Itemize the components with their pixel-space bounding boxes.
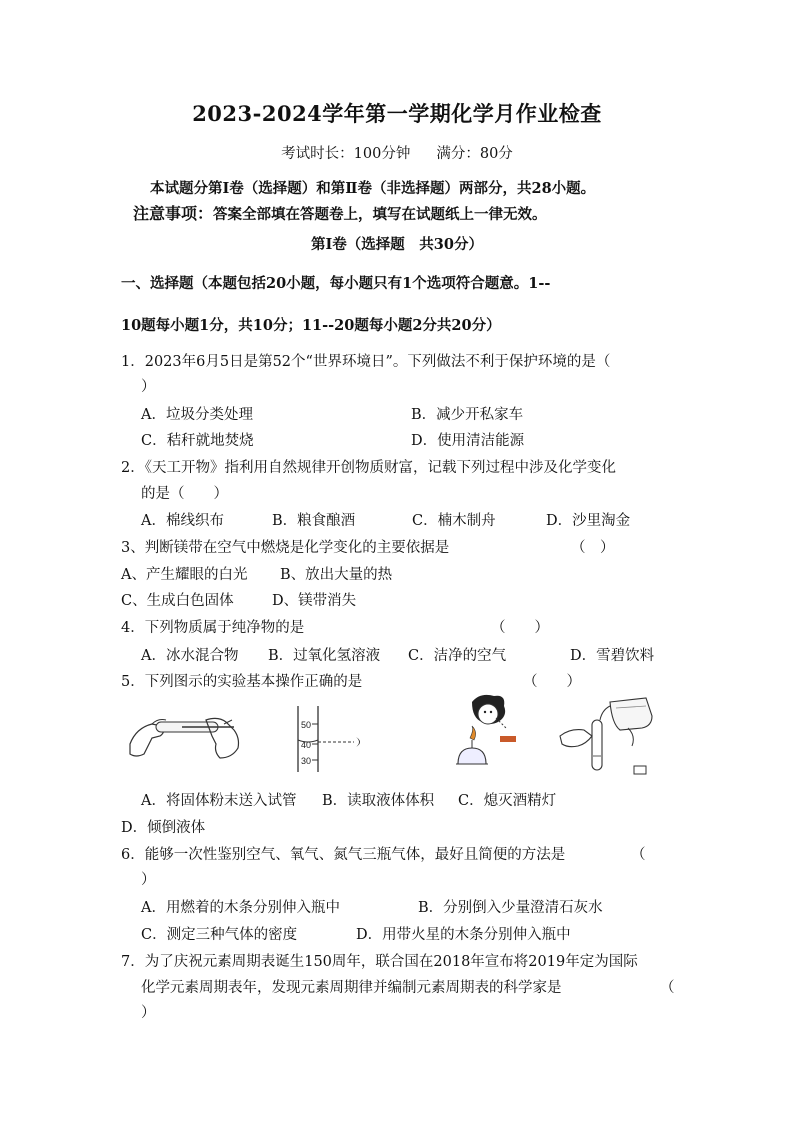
question-4-answer-paren: （ ）: [491, 620, 549, 636]
question-7-answer-paren: （: [660, 980, 675, 996]
question-5-option-b: B．读取液体体积: [322, 793, 435, 809]
cylinder-tick-30: 30: [301, 756, 312, 766]
question-1-option-a: A．垃圾分类处理: [141, 407, 253, 423]
question-4-option-d: D．雪碧饮料: [570, 648, 655, 664]
question-3-option-c: C、生成白色固体: [121, 593, 234, 609]
figure-pour-liquid: [556, 696, 660, 778]
part-one-heading: 第Ⅰ卷（选择题 共30分）: [311, 236, 483, 253]
question-3-stem: 3、判断镁带在空气中燃烧是化学变化的主要依据是: [121, 540, 450, 556]
question-4-option-b: B．过氧化氢溶液: [268, 648, 381, 664]
question-5-option-a: A．将固体粉末送入试管: [141, 793, 297, 809]
cylinder-tick-40: 40: [301, 740, 312, 750]
question-5-option-d: D．倾倒液体: [121, 820, 206, 836]
question-2-option-c: C．楠木制舟: [412, 513, 496, 529]
question-5-answer-paren: （ ）: [523, 674, 581, 690]
question-2-option-a: A．棉线织布: [141, 513, 224, 529]
question-2-stem-end: 的是（ ）: [141, 486, 228, 502]
question-6-option-b: B．分别倒入少量澄清石灰水: [418, 900, 603, 916]
question-7-stem-cont: 化学元素周期表年，发现元素周期律并编制元素周期表的科学家是: [141, 980, 562, 996]
question-3-option-d: D、镁带消失: [272, 593, 357, 609]
question-5-option-c: C．熄灭酒精灯: [458, 793, 557, 809]
question-1-option-c: C．秸秆就地焚烧: [141, 433, 254, 449]
question-2-option-b: B．粮食酿酒: [272, 513, 356, 529]
question-6-answer-paren: （: [631, 847, 646, 863]
question-3-answer-paren: （ ）: [571, 540, 615, 556]
question-2-stem: 2．《天工开物》指利用自然规律开创物质财富，记载下列过程中涉及化学变化: [121, 460, 616, 476]
question-6-option-c: C．测定三种气体的密度: [141, 927, 298, 943]
section-heading-line2: 10题每小题1分，共10分；11--20题每小题2分共20分）: [121, 317, 501, 334]
exam-full-score: 满分：80分: [436, 146, 513, 162]
attention-text: 答案全部填在答题卷上，填写在试题纸上一律无效。: [213, 206, 547, 223]
exam-title: 2023-2024学年第一学期化学月作业检查: [192, 101, 602, 126]
question-1-option-d: D．使用清洁能源: [411, 433, 525, 449]
figure-powder-into-tube: [122, 706, 250, 766]
question-1-stem: 1．2023年6月5日是第52个“世界环境日”。下列做法不利于保护环境的是（: [121, 354, 611, 370]
question-4-stem: 4．下列物质属于纯净物的是: [121, 620, 305, 636]
question-5-stem: 5．下列图示的实验基本操作正确的是: [121, 674, 363, 690]
exam-meta: [0, 142, 794, 163]
question-6-option-a: A．用燃着的木条分别伸入瓶中: [141, 900, 340, 916]
question-7-stem: 7．为了庆祝元素周期表诞生150周年，联合国在2018年宣布将2019年定为国际: [121, 954, 638, 970]
question-3-option-a: A、产生耀眼的白光: [121, 567, 248, 583]
attention-lead: 注意事项：: [133, 204, 214, 223]
cylinder-tick-50: 50: [301, 720, 312, 730]
exam-duration: 考试时长：100分钟: [281, 146, 411, 162]
question-6-option-d: D．用带火星的木条分别伸入瓶中: [356, 927, 571, 943]
question-6-stem-end: ）: [141, 872, 156, 888]
question-7-stem-end: ）: [141, 1005, 156, 1021]
figure-extinguish-lamp: [450, 692, 530, 774]
question-1-stem-end: ）: [141, 379, 156, 395]
question-1-option-b: B．减少开私家车: [411, 407, 524, 423]
question-4-option-c: C．洁净的空气: [408, 648, 507, 664]
question-6-stem: 6．能够一次性鉴别空气、氧气、氮气三瓶气体，最好且简便的方法是: [121, 847, 566, 863]
question-4-option-a: A．冰水混合物: [141, 648, 239, 664]
question-2-option-d: D．沙里淘金: [546, 513, 631, 529]
exam-structure-note: 本试题分第Ⅰ卷（选择题）和第Ⅱ卷（非选择题）两部分，共28小题。: [150, 180, 596, 197]
section-heading-line1: 一、选择题（本题包括20小题，每小题只有1个选项符合题意。1--: [121, 275, 551, 292]
attention-note: [133, 201, 547, 224]
figure-read-cylinder: [292, 704, 372, 774]
question-3-option-b: B、放出大量的热: [280, 567, 393, 583]
